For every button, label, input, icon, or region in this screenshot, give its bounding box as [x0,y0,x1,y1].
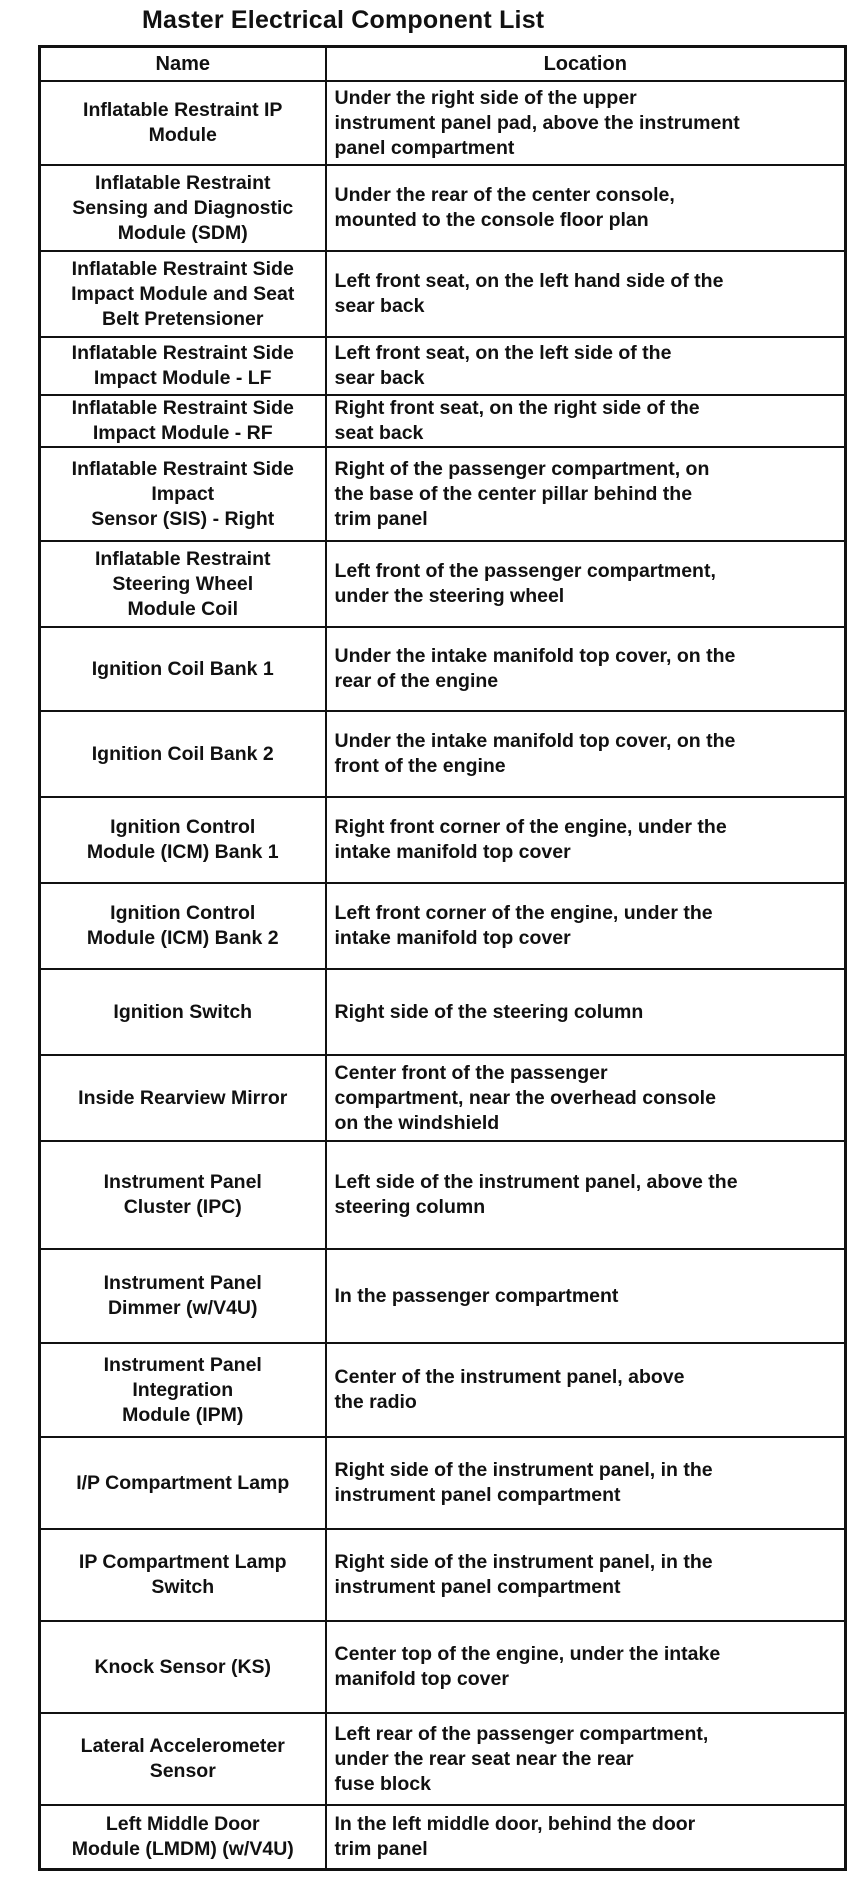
component-location-line: Under the right side of the upper [334,86,637,109]
component-name-line: Integration [132,1378,234,1401]
table-row [40,81,846,165]
component-name-cell [40,1529,326,1621]
component-name-line: Impact Module - RF [92,422,273,444]
component-name-cell [40,447,326,541]
component-location-cell [326,81,846,165]
component-name-line: Impact Module - LF [93,367,272,389]
table-row [40,883,846,969]
component-location-line: Under the intake manifold top cover, on the [334,645,736,667]
component-name-line: Knock Sensor (KS) [94,1655,272,1678]
component-name-line: Ignition Coil Bank 2 [91,742,274,765]
component-table [38,45,847,1871]
component-location-line: intake manifold top cover [334,841,571,863]
component-location-line: Left front seat, on the left side of the [334,342,672,364]
component-location-line: compartment, near the overhead console [334,1086,716,1109]
component-location-line: panel compartment [334,136,515,159]
component-location-line: front of the engine [334,755,506,777]
component-name-line: Ignition Control [110,816,256,838]
component-location-line: intake manifold top cover [334,927,571,949]
column-header-location: Location [326,47,846,82]
component-name-line: Inflatable Restraint [94,547,271,570]
component-location-cell [326,1805,846,1869]
component-location-cell [326,1141,846,1249]
component-location-line: under the steering wheel [334,585,565,607]
component-name-cell [40,165,326,251]
component-name-cell [40,883,326,969]
component-location-cell [326,797,846,883]
component-name-line: Inside Rearview Mirror [78,1086,288,1109]
component-name-cell [40,337,326,395]
table-row [40,337,846,395]
component-location-line: Right side of the instrument panel, in the [334,1551,713,1573]
component-location-cell [326,627,846,711]
component-location-line: Right side of the instrument panel, in the [334,1459,713,1481]
component-name-line: Module (ICM) Bank 1 [86,841,279,863]
component-location-line: fuse block [334,1772,431,1795]
component-location-line: Under the intake manifold top cover, on the [334,730,736,752]
component-name-cell [40,711,326,797]
column-header-name: Name [40,47,326,82]
component-location-line: Left rear of the passenger compartment, [334,1722,709,1745]
component-name-line: Inflatable Restraint Side [71,457,294,480]
component-name-cell [40,1713,326,1805]
component-name-line: Sensing and Diagnostic [72,196,294,219]
component-name-cell [40,395,326,447]
component-location-cell [326,395,846,447]
component-location-line: Right front corner of the engine, under the [334,816,727,838]
component-name-line: Module [148,124,217,146]
table-row [40,1529,846,1621]
component-name-line: Lateral Accelerometer [80,1735,285,1757]
component-location-line: on the windshield [334,1111,500,1134]
component-name-line: Instrument Panel [103,1272,262,1294]
table-row [40,969,846,1055]
component-location-line: trim panel [334,507,428,530]
component-name-cell [40,1621,326,1713]
component-location-line: under the rear seat near the rear [334,1747,634,1770]
table-row [40,165,846,251]
table-row [40,447,846,541]
component-location-line: instrument panel compartment [334,1576,621,1598]
component-name-cell [40,251,326,337]
component-name-line: Module (SDM) [117,221,248,244]
table-row [40,1713,846,1805]
component-location-cell [326,1055,846,1141]
component-location-cell [326,1713,846,1805]
table-row [40,395,846,447]
component-location-line: Right side of the steering column [334,1000,644,1023]
component-location-cell [326,1621,846,1713]
component-location-line: sear back [334,295,425,317]
component-location-line: Left front seat, on the left hand side of the [334,270,724,292]
table-row [40,1055,846,1141]
component-location-cell [326,883,846,969]
component-location-cell [326,337,846,395]
component-location-line: Center of the instrument panel, above [334,1366,685,1388]
component-name-line: Steering Wheel [112,572,254,595]
component-name-line: Belt Pretensioner [102,307,264,330]
component-location-line: mounted to the console floor plan [334,209,649,231]
component-location-line: seat back [334,422,424,444]
component-location-line: Right front seat, on the right side of the [334,397,700,419]
component-name-cell [40,1343,326,1437]
component-location-line: Right of the passenger compartment, on [334,457,710,480]
component-location-cell [326,447,846,541]
component-location-line: In the left middle door, behind the door [334,1812,696,1835]
component-location-cell [326,1437,846,1529]
component-name-line: Ignition Coil Bank 1 [91,657,274,680]
component-location-cell [326,541,846,627]
table-row [40,1805,846,1869]
component-location-line: Center top of the engine, under the intake [334,1643,721,1665]
page-title: Master Electrical Component List [142,6,545,34]
component-location-line: Left front corner of the engine, under the [334,902,713,924]
component-name-line: Left Middle Door [105,1812,260,1835]
component-name-line: Module Coil [127,597,238,620]
component-name-line: Module (ICM) Bank 2 [86,927,279,949]
component-location-cell [326,1343,846,1437]
table-row [40,797,846,883]
component-name-cell [40,1055,326,1141]
component-name-line: Impact [151,482,215,505]
component-name-line: Cluster (IPC) [123,1196,242,1218]
component-name-line: Inflatable Restraint Side [71,397,294,419]
component-location-cell [326,969,846,1055]
component-name-line: Module (LMDM) (w/V4U) [71,1837,294,1860]
table-row [40,251,846,337]
component-name-line: Inflatable Restraint Side [71,342,294,364]
component-location-line: Left front of the passenger compartment, [334,560,716,582]
table-row [40,1249,846,1343]
table-row [40,1621,846,1713]
component-location-line: sear back [334,367,425,389]
component-location-cell [326,251,846,337]
component-location-line: instrument panel compartment [334,1484,621,1506]
component-location-cell [326,1249,846,1343]
component-location-line: rear of the engine [334,670,499,692]
component-name-cell [40,1141,326,1249]
component-location-line: In the passenger compartment [334,1284,619,1307]
component-location-cell [326,165,846,251]
component-name-line: Impact Module and Seat [71,282,295,305]
component-location-cell [326,1529,846,1621]
component-name-line: Sensor (SIS) - Right [91,507,275,530]
table-header-row [40,47,846,82]
component-location-line: trim panel [334,1837,428,1860]
component-name-line: Switch [151,1576,215,1598]
component-name-cell [40,969,326,1055]
component-name-cell [40,1249,326,1343]
table-row [40,1437,846,1529]
component-name-line: Ignition Switch [113,1000,253,1023]
component-location-line: Under the rear of the center console, [334,184,675,206]
table-row [40,627,846,711]
component-name-line: Dimmer (w/V4U) [107,1297,258,1319]
component-name-line: IP Compartment Lamp [78,1551,287,1573]
component-name-line: Ignition Control [110,902,256,924]
component-name-line: Instrument Panel [103,1353,262,1376]
table-row [40,711,846,797]
table-row [40,1343,846,1437]
component-location-line: Center front of the passenger [334,1061,608,1084]
component-name-cell [40,1805,326,1869]
table-row [40,1141,846,1249]
component-name-line: Inflatable Restraint [94,171,271,194]
component-location-line: steering column [334,1196,486,1218]
component-name-line: Inflatable Restraint Side [71,257,294,280]
component-name-cell [40,541,326,627]
component-name-cell [40,797,326,883]
component-location-line: the base of the center pillar behind the [334,482,693,505]
component-location-cell [326,711,846,797]
table-row [40,541,846,627]
component-name-line: I/P Compartment Lamp [76,1471,290,1494]
component-name-line: Sensor [149,1760,216,1782]
component-name-line: Instrument Panel [103,1171,262,1193]
table-body [40,81,846,1869]
component-name-line: Inflatable Restraint IP [83,99,283,121]
component-name-cell [40,81,326,165]
component-location-line: the radio [334,1391,417,1413]
component-location-line: manifold top cover [334,1668,509,1690]
component-location-line: Left side of the instrument panel, above the [334,1171,738,1193]
component-name-cell [40,1437,326,1529]
component-location-line: instrument panel pad, above the instrument [334,111,740,134]
component-name-line: Module (IPM) [122,1403,244,1426]
component-name-cell [40,627,326,711]
